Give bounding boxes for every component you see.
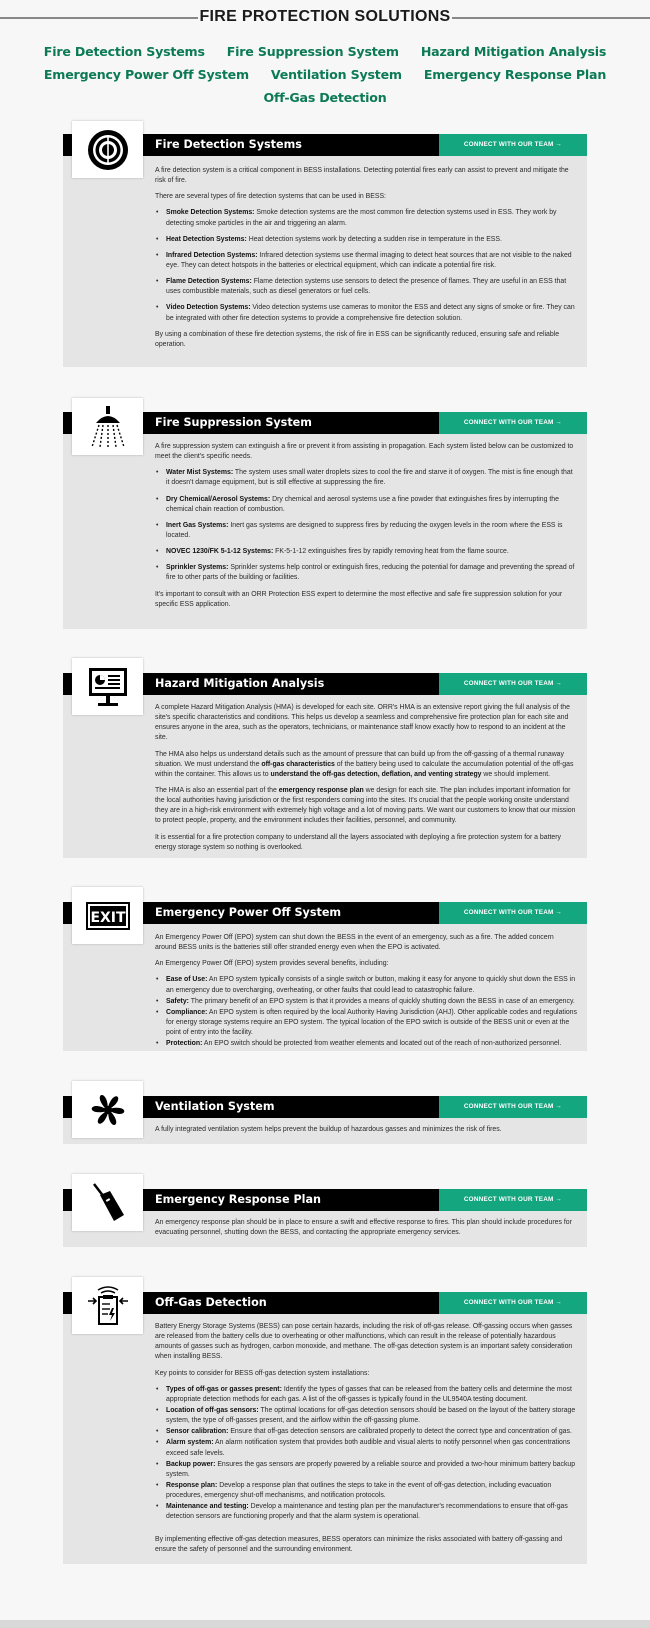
list-item: • Response plan: Develop a response plan that outlines the steps to take in the event of off-gas detection, including evacuation procedures, emergency shut-off mechanisms, and notification protocols. bbox=[165, 1481, 577, 1501]
nav-link-ventilation[interactable]: Ventilation System bbox=[270, 67, 402, 82]
section-body bbox=[155, 1322, 577, 1561]
paragraph: An emergency response plan should be in place to ensure a swift and effective response to fires. This plan should include procedures for evacuating personnel, shutting down the BESS, and contacting the appropriate emergency services. bbox=[155, 1219, 572, 1237]
nav-link-hazard-mitigation[interactable]: Hazard Mitigation Analysis bbox=[420, 44, 607, 59]
list-item: • Sprinkler Systems: Sprinkler systems help control or extinguish fires, reducing the potential for damage and preventing the spread of fire to other parts of the building or facilities. bbox=[165, 563, 577, 583]
list-item: • Water Mist Systems: The system uses small water droplets sizes to cool the fire and starve it of oxygen. The mist is fine enough that it doesn't damage equipment, but is still effective at suppressing the fire. bbox=[165, 468, 577, 488]
section-title: Hazard Mitigation Analysis bbox=[155, 677, 325, 690]
list-item: • Location of off-gas sensors: The optimal locations for off-gas detection sensors should be based on the layout of the battery storage system, the type of off-gasses present, and the airflow within the off-gassing plume. bbox=[165, 1406, 577, 1426]
nav-link-emergency-response[interactable]: Emergency Response Plan bbox=[423, 67, 607, 82]
paragraph: It is essential for a fire protection company to understand all the layers associated with deploying a fire protection system for a battery energy storage system so nothing is overlooked. bbox=[155, 833, 561, 851]
section-emergency-power-off bbox=[63, 902, 587, 1051]
connect-team-button[interactable]: CONNECT WITH OUR TEAM → bbox=[439, 134, 587, 156]
list-item: • Maintenance and testing: Develop a maintenance and testing plan per the manufacturer's recommendations to ensure that off-gas detection sensors are functioning properly and that the alarm system is operational. bbox=[165, 1502, 577, 1522]
section-ventilation bbox=[63, 1096, 587, 1144]
page-title: FIRE PROTECTION SOLUTIONS bbox=[199, 8, 451, 25]
paragraph: It's important to consult with an ORR Protection ESS expert to determine the most effective and safe fire suppression solution for your specific ESS application. bbox=[155, 590, 563, 608]
list-item: • Heat Detection Systems: Heat detection systems work by detecting a sudden rise in temperature in the ESS. bbox=[165, 235, 577, 245]
nav-link-off-gas-detection[interactable]: Off-Gas Detection bbox=[263, 90, 387, 105]
connect-team-button[interactable]: CONNECT WITH OUR TEAM → bbox=[439, 902, 587, 924]
list-item: • Dry Chemical/Aerosol Systems: Dry chemical and aerosol systems use a fine powder that extinguishes fires by interrupting the chemical chain reaction of combustion. bbox=[165, 495, 577, 515]
list-item: • Backup power: Ensures the gas sensors are properly powered by a reliable source and provided a two-hour minimum battery backup system. bbox=[165, 1460, 577, 1480]
smoke-detector-icon bbox=[72, 121, 143, 178]
footer-bar bbox=[0, 1620, 650, 1628]
paragraph: An Emergency Power Off (EPO) system provides several benefits, including: bbox=[155, 960, 389, 968]
connect-team-button[interactable]: CONNECT WITH OUR TEAM → bbox=[439, 673, 587, 695]
section-hazard-mitigation bbox=[63, 673, 587, 858]
exit-sign-icon bbox=[72, 887, 143, 944]
paragraph: The HMA is also an essential part of the emergency response plan we design for each site. The plan includes important information for the local authorities having jurisdiction or the first responders coming into the sites. It's crucial that the people working onsite understand they are in a high-risk environment with extremely high voltage and a lot of moving parts. We want our customers to know that our mission to protect people, property, and the environment includes their facilities, personnel, and community. bbox=[155, 786, 576, 825]
section-fire-suppression bbox=[63, 412, 587, 629]
sprinkler-icon bbox=[72, 398, 143, 455]
list-item: • NOVEC 1230/FK 5-1-12 Systems: FK-5-1-12 extinguishes fires by rapidly removing heat from the flame source. bbox=[165, 547, 577, 557]
page-header bbox=[0, 0, 650, 36]
section-body bbox=[155, 933, 577, 1055]
paragraph: The HMA also helps us understand details such as the amount of pressure that can build up from the off-gassing of a thermal runaway situation. We must understand the off-gas characteristics of the battery being used to calculate the accumulation potential of the off-gas within the container. This allows us to understand the off-gas detection, deflation, and venting strategy we should implement. bbox=[155, 750, 574, 778]
section-title: Off-Gas Detection bbox=[155, 1296, 267, 1309]
list-item: • Smoke Detection Systems: Smoke detection systems are the most common fire detection systems used in ESS. They work by detecting smoke particles in the air and triggering an alarm. bbox=[165, 208, 577, 228]
list-item: • Safety: The primary benefit of an EPO system is that it provides a means of quickly shutting down the BESS in case of an emergency. bbox=[165, 997, 577, 1007]
connect-team-button[interactable]: CONNECT WITH OUR TEAM → bbox=[439, 1292, 587, 1314]
paragraph: A fire suppression system can extinguish a fire or prevent it from assisting in propagation. Each system listed below can be customized to meet the client's specific needs. bbox=[155, 443, 574, 461]
paragraph: A fire detection system is a critical component in BESS installations. Detecting potential fires early can assist to prevent and mitigate the risk of fire. bbox=[155, 167, 569, 185]
paragraph: Battery Energy Storage Systems (BESS) can pose certain hazards, including the risk of off-gas release. Off-gassing occurs when gasses are released from the battery cells due to overheating or other malfunctions, which can result in the release of potentially hazardous amounts of gasses such as hydrogen, carbon monoxide, and methane. The off-gas detection system is an important safety consideration when installing BESS. bbox=[155, 1323, 573, 1361]
section-off-gas-detection bbox=[63, 1292, 587, 1564]
section-title: Ventilation System bbox=[155, 1100, 275, 1113]
fan-icon bbox=[72, 1081, 143, 1138]
section-body bbox=[155, 1218, 577, 1244]
monitor-presentation-icon bbox=[72, 658, 143, 715]
section-nav bbox=[0, 36, 650, 109]
section-title: Emergency Power Off System bbox=[155, 906, 342, 919]
list-item: • Infrared Detection Systems: Infrared detection systems use thermal imaging to detect heat sources that are not visible to the naked eye. They can detect hotspots in the batteries or electrical equipment, which can indicate a potential fire risk. bbox=[165, 251, 577, 271]
list-item: • Inert Gas Systems: Inert gas systems are designed to suppress fires by reducing the oxygen levels in the room where the ESS is located. bbox=[165, 521, 577, 541]
list-item: • Flame Detection Systems: Flame detection systems use sensors to detect the presence of flames. They are useful in an ESS that uses combustible materials, such as diesel generators or fuel cells. bbox=[165, 277, 577, 297]
section-title: Fire Detection Systems bbox=[155, 138, 302, 151]
paragraph: By implementing effective off-gas detection measures, BESS operators can minimize the risks associated with battery off-gassing and ensure the safety of personnel and the surrounding environment. bbox=[155, 1535, 563, 1553]
nav-link-fire-suppression[interactable]: Fire Suppression System bbox=[226, 44, 399, 59]
paragraph: A complete Hazard Mitigation Analysis (HMA) is developed for each site. ORR's HMA is an extensive report giving the full analysis of the site's specific characteristics and conditions. This helps us develop a seamless and comprehensive fire protection plan for each site and ensures anyone in the area, such as the operators, technicians, or maintenance staff know exactly how to respond to an incident at the site. bbox=[155, 704, 570, 742]
section-emergency-response bbox=[63, 1189, 587, 1247]
paragraph: Key points to consider for BESS off-gas detection system installations: bbox=[155, 1369, 370, 1377]
section-body bbox=[155, 166, 577, 356]
header-rule-right bbox=[452, 17, 650, 19]
svg-text:EXIT: EXIT bbox=[89, 909, 126, 926]
list-item: • Protection: An EPO switch should be protected from weather elements and located out of the reach of non-authorized personnel. bbox=[165, 1039, 577, 1049]
offgas-list bbox=[165, 1385, 577, 1523]
radio-icon bbox=[72, 1174, 143, 1231]
list-item: • Alarm system: An alarm notification system that provides both audible and visual alerts to notify personnel when gas concentrations exceed safe levels. bbox=[165, 1438, 577, 1458]
section-title: Fire Suppression System bbox=[155, 416, 312, 429]
list-item: • Sensor calibration: Ensure that off-gas detection sensors are calibrated properly to detect the correct type and concentration of gas. bbox=[165, 1427, 577, 1437]
section-fire-detection bbox=[63, 134, 587, 367]
gas-sensor-icon bbox=[72, 1277, 143, 1334]
list-item: • Ease of Use: An EPO system typically consists of a single switch or button, making it easy for anyone to quickly shut down the ESS in an emergency due to overcharging, overheating, or other faults that could lead to catastrophic failure. bbox=[165, 975, 577, 995]
epo-list bbox=[165, 975, 577, 1049]
suppression-list bbox=[165, 468, 577, 583]
paragraph: A fully integrated ventilation system helps prevent the buildup of hazardous gasses and minimizes the risk of fires. bbox=[155, 1126, 502, 1133]
list-item: • Types of off-gas or gasses present: Identify the types of gasses that can be released from the battery cells and determine the most appropriate detection methods for each gas. A list of the off-gasses is typically found in the UL9540A testing document. bbox=[165, 1385, 577, 1405]
list-item: • Video Detection Systems: Video detection systems use cameras to monitor the ESS and detect any signs of smoke or fire. They can be integrated with other fire detection systems to provide a comprehensive fire detection solution. bbox=[165, 303, 577, 323]
section-title: Emergency Response Plan bbox=[155, 1193, 321, 1206]
nav-link-fire-detection[interactable]: Fire Detection Systems bbox=[43, 44, 205, 59]
paragraph: There are several types of fire detection systems that can be used in BESS: bbox=[155, 193, 386, 201]
section-body bbox=[155, 703, 577, 859]
connect-team-button[interactable]: CONNECT WITH OUR TEAM → bbox=[439, 1096, 587, 1118]
section-body bbox=[155, 1125, 577, 1141]
section-body bbox=[155, 442, 577, 616]
nav-link-emergency-power-off[interactable]: Emergency Power Off System bbox=[43, 67, 249, 82]
paragraph: By using a combination of these fire detection systems, the risk of fire in ESS can be significantly reduced, ensuring safe and reliable operation. bbox=[155, 330, 560, 348]
connect-team-button[interactable]: CONNECT WITH OUR TEAM → bbox=[439, 412, 587, 434]
paragraph: An Emergency Power Off (EPO) system can shut down the BESS in the event of an emergency, such as a fire. The added concern around BESS units is the batteries still offer stranded energy even when the EPO is activated. bbox=[155, 934, 554, 952]
list-item: • Compliance: An EPO system is often required by the local Authority Having Jurisdiction (AHJ). Other applicable codes and regulations for energy storage systems require an EPO system. The typical location of the EPO switch is outside of the BESS unit or even at the point of entry into the facility. bbox=[165, 1008, 577, 1038]
connect-team-button[interactable]: CONNECT WITH OUR TEAM → bbox=[439, 1189, 587, 1211]
detection-list bbox=[165, 208, 577, 323]
